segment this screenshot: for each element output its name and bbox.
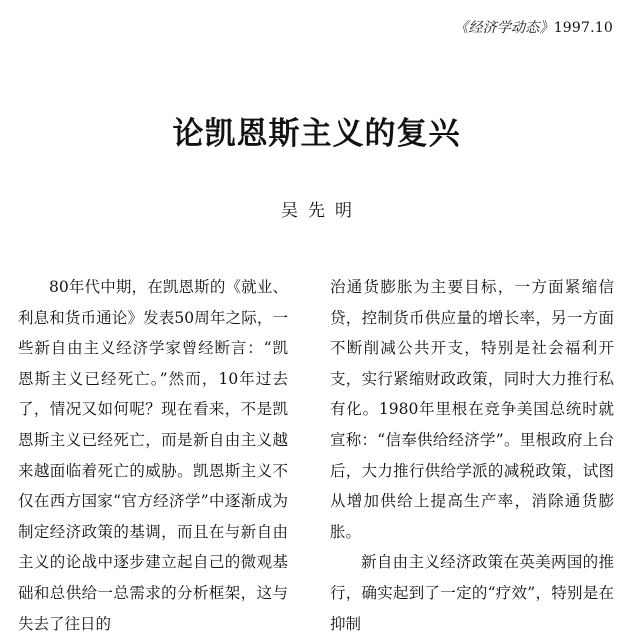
journal-name: 《经济学动态》 [454,20,554,36]
article-author: 吴先明 [281,201,362,221]
left-paragraph-1: 80年代中期，在凯恩斯的《就业、利息和货币通论》发表50周年之际，一些新自由主义经济学家曾经断言：“凯恩斯主义已经死亡。”然而，10年过去了，情况又如何呢？现在看来，不是凯恩斯主义已经死亡，而是新自由主义越来越面临着死亡的威胁。凯恩斯主义不仅在西方国家“官方经济学”中逐渐成为制定经济政策的基调，而且在与新自由主义的论战中逐步建立起自己的微观基础和总供给一总需求的分析框架，这与失去了往日的 [18,278,288,633]
right-paragraph-1: 治通货膨胀为主要目标，一方面紧缩信贷，控制货币供应量的增长率，另一方面不断削减公共开支，特别是社会福利开支，实行紧缩财政政策，同时大力推行私有化。1980年里根在竞争美国总统时就宣称：“信奉供给经济学”。里根政府上台后，大力推行供给学派的减税政策，试图从增加供给上提高生产率，消除通货膨胀。 [330,278,614,541]
right-column [330,272,614,633]
journal-issue: 1997.10 [553,20,613,36]
right-paragraph-2: 新自由主义经济政策在英美两国的推行，确实起到了一定的“疗效”，特别是在抑制 [330,553,614,633]
article-title: 论凯恩斯主义的复兴 [172,116,461,152]
left-column [18,272,288,633]
journal-header [454,17,613,37]
